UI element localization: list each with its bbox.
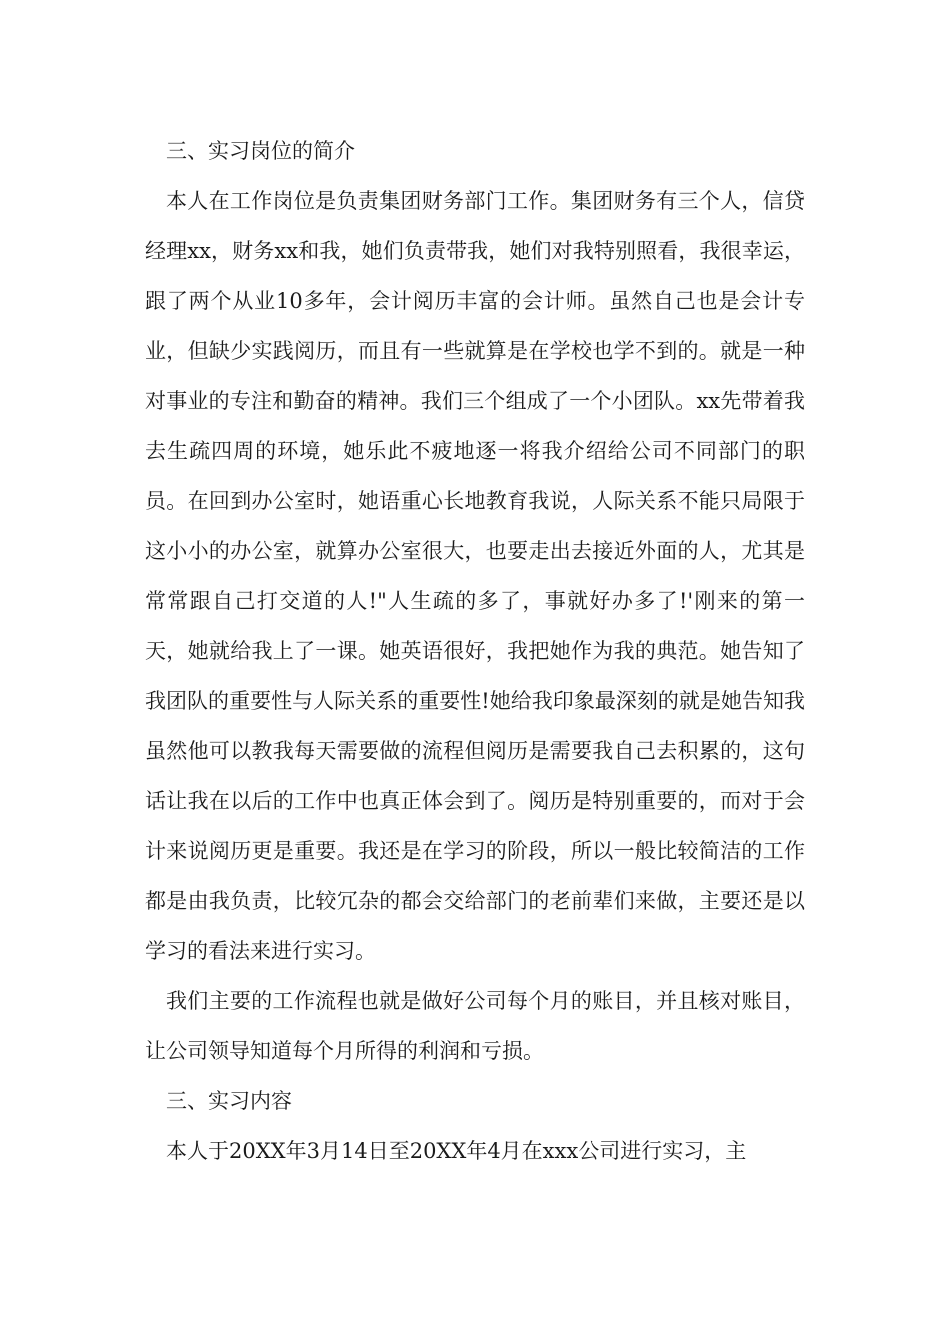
paragraph-workflow: 我们主要的工作流程也就是做好公司每个月的账目，并且核对账目，让公司领导知道每个月所得的利润和亏损。 bbox=[145, 989, 805, 1063]
section-heading-internship-content: 三、实习内容 bbox=[166, 1089, 292, 1113]
paragraph-internship-content: 本人于20XX年3月14日至20XX年4月在xxx公司进行实习，主 bbox=[166, 1139, 747, 1163]
paragraph-position-description: 本人在工作岗位是负责集团财务部门工作。集团财务有三个人，信贷经理xx，财务xx和我，她们负责带我，她们对我特别照看，我很幸运，跟了两个从业10多年，会计阅历丰富的会计师。虽然自己也是会计专业，但缺少实践阅历，而且有一些就算是在学校也学不到的。就是一种对事业的专注和勤奋的精神。我们三个组成了一个小团队。xx先带着我去生疏四周的环境，她乐此不疲地逐一将我介绍给公司不同部门的职员。在回到办公室时，她语重心长地教育我说，人际关系不能只局限于这小小的办公室，就算办公室很大，也要走出去接近外面的人，尤其是常常跟自己打交道的人!"人生疏的多了，事就好办多了!'刚来的第一天，她就给我上了一课。她英语很好，我把她作为我的典范。她告知了我团队的重要性与人际关系的重要性!她给我印象最深刻的就是她告知我虽然他可以教我每天需要做的流程但阅历是需要我自己去积累的，这句话让我在以后的工作中也真正体会到了。阅历是特别重要的，而对于会计来说阅历更是重要。我还是在学习的阶段，所以一般比较简洁的工作都是由我负责，比较冗杂的都会交给部门的老前辈们来做，主要还是以学习的看法来进行实习。 bbox=[145, 189, 805, 963]
section-heading-internship-position: 三、实习岗位的简介 bbox=[166, 139, 355, 163]
document-page bbox=[145, 126, 805, 1176]
